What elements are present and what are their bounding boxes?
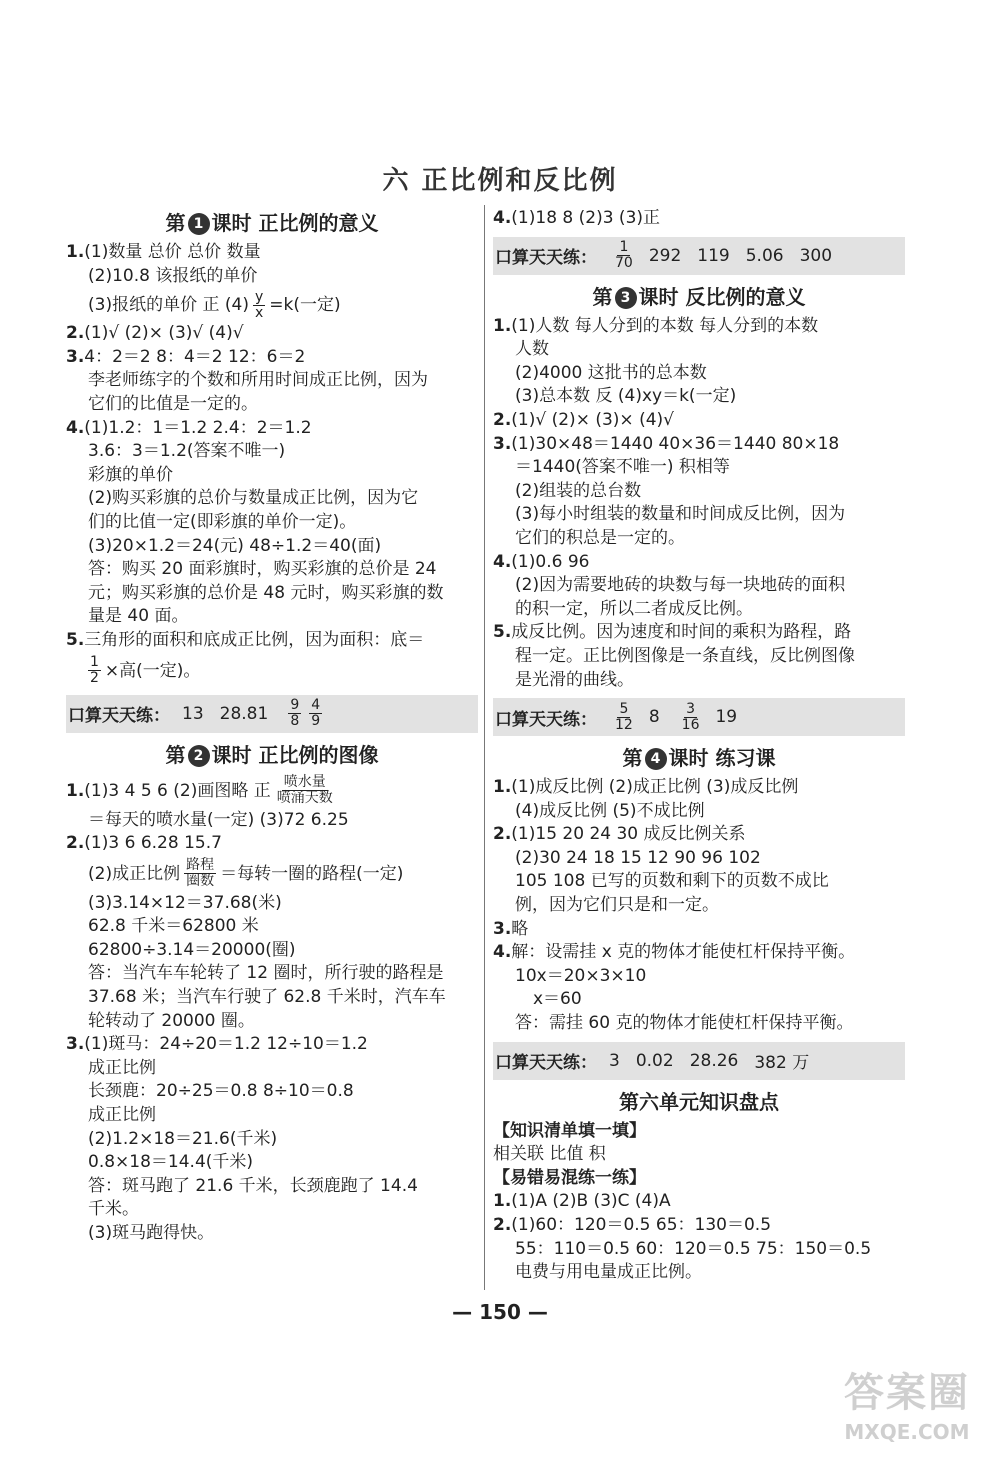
answer-4-line-i: 量是 40 面。 (88, 606, 189, 627)
left-column (66, 205, 478, 1246)
answer-text: =k(一定) (269, 295, 341, 316)
denominator: 16 (681, 716, 700, 733)
item-number: 3. (493, 433, 512, 454)
right-column (493, 205, 905, 1285)
l2-answer-1-line-a (66, 773, 478, 809)
l4-answer-4-line-c: x＝60 (533, 989, 582, 1010)
answer-text: (1)A (2)B (3)C (4)A (511, 1191, 671, 1212)
lesson-number-badge: 4 (645, 748, 667, 770)
l2-answer-2-line-c: (3)3.14×12＝37.68(米) (88, 892, 282, 913)
l2-answer-2-line-g: 37.68 米；当汽车行驶了 62.8 千米时，汽车车 (88, 987, 446, 1008)
band-value: 13 (182, 703, 204, 724)
review-section-1-answers: 相关联 比值 积 (493, 1144, 606, 1165)
band-value: 8 (648, 707, 660, 728)
denominator: 70 (615, 255, 633, 272)
l4-answer-4-line-d: 答：需挂 60 克的物体才能使杠杆保持平衡。 (515, 1013, 854, 1034)
item-number: 1. (66, 780, 85, 801)
answer-1-line-c (66, 288, 478, 322)
review-answer-2-line-b: 55：110＝0.5 60：120＝0.5 75：150＝0.5 (515, 1238, 872, 1259)
lesson-prefix: 第 (622, 746, 643, 771)
lesson-number-badge: 2 (188, 745, 210, 767)
answer-text: ×高(一定)。 (104, 660, 201, 681)
l2-answer-3-line-i: (3)斑马跑得快。 (88, 1223, 215, 1243)
watermark-url: MXQE.COM (844, 1420, 970, 1444)
denominator: 圈数 (186, 873, 215, 890)
band-value: 5.06 (745, 245, 784, 266)
answer-2-line (66, 322, 478, 346)
l2-answer-2-line-h: 轮转动了 20000 圈。 (88, 1010, 255, 1031)
answer-text: (1)√ (2)× (3)× (4)√ (511, 409, 674, 430)
lesson-4-heading (493, 742, 905, 774)
lesson-1-heading (66, 207, 478, 239)
l4-answer-2-line-b: (2)30 24 18 15 12 90 96 102 (515, 847, 761, 868)
l2-answer-3-line-c: 长颈鹿：20÷25＝0.8 8÷10＝0.8 (88, 1081, 354, 1102)
l3-answer-1-line-c: (2)4000 这批书的总本数 (515, 362, 707, 383)
band-value: 19 (715, 707, 738, 728)
l3-answer-4-line-b: (2)因为需要地砖的块数与每一块地砖的面积 (515, 575, 846, 596)
answer-text: (1)1.2：1＝1.2 2.4：2＝1.2 (84, 417, 312, 438)
lesson-title: 课时 正比例的意义 (211, 211, 379, 235)
answer-3-line-a (66, 346, 478, 370)
page-number: — 150 — (452, 1300, 548, 1324)
band-label: 口算天天练： (495, 248, 597, 269)
l2-answer-3-line-e: (2)1.2×18＝21.6(千米) (88, 1128, 278, 1149)
answer-text: (1)0.6 96 (511, 551, 590, 572)
l4-answer-2-line-c: 105 108 已写的页数和剩下的页数不成比 (515, 871, 829, 892)
answer-4-line-g: 答：购买 20 面彩旗时，购买彩旗的总价是 24 (88, 559, 437, 580)
l2-answer-3-line-a (66, 1033, 478, 1057)
band-value: 382 万 (754, 1053, 810, 1074)
item-number: 2. (493, 824, 512, 845)
answer-text: (1)数量 总价 总价 数量 (84, 242, 261, 262)
l2-answer-3-line-h: 千米。 (88, 1199, 139, 1220)
answer-text: 略 (511, 918, 529, 939)
l2-answer-3-line-g: 答：斑马跑了 21.6 千米，长颈鹿跑了 14.4 (88, 1175, 418, 1196)
l2-answer-3-line-d: 成正比例 (88, 1105, 156, 1126)
review-answer-2-line-c: 电费与用电量成正比例。 (515, 1262, 702, 1283)
item-number: 1. (66, 242, 85, 262)
unit-review-heading: 第六单元知识盘点 (619, 1089, 779, 1114)
answer-4-line-b: 3.6：3＝1.2(答案不唯一) (88, 441, 286, 462)
lesson-prefix: 第 (165, 211, 186, 235)
answer-text: (1)斑马：24÷20＝1.2 12÷10＝1.2 (84, 1034, 368, 1055)
numerator: 路程 (186, 857, 215, 874)
item-number: 2. (493, 409, 512, 430)
fraction (680, 702, 702, 733)
answer-4-line-f: (3)20×1.2＝24(元) 48÷1.2＝40(面) (88, 535, 382, 556)
watermark-logo (822, 1368, 992, 1463)
l4-answer-2-line-d: 例，因为它们只是和一定。 (515, 895, 719, 916)
fraction (275, 775, 335, 806)
answer-text: 4：2＝2 8：4＝2 12：6＝2 (84, 346, 306, 367)
item-number: 5. (66, 629, 85, 650)
l3-answer-1-line-d: (3)总本数 反 (4)xy＝k(一定) (515, 386, 737, 407)
answer-text: (1)3 6 6.28 15.7 (84, 833, 222, 854)
mental-math-band-2 (493, 237, 905, 275)
answer-4-line-h: 元；购买彩旗的总价是 48 元时，购买彩旗的数 (88, 582, 444, 603)
band-value: 28.81 (219, 703, 269, 724)
lesson-number-badge: 3 (615, 287, 637, 309)
answer-text: (1)30×48＝1440 40×36＝1440 80×18 (511, 433, 840, 454)
mental-math-band-1 (66, 695, 478, 733)
numerator: y (254, 288, 264, 305)
l2-answer-2-line-b (66, 856, 478, 892)
l1-answer-4-line (493, 207, 905, 231)
fraction (613, 702, 635, 733)
answer-text: (1)18 8 (2)3 (3)正 (511, 208, 661, 228)
numerator: 喷水量 (283, 774, 326, 790)
column-divider (484, 205, 485, 1290)
answer-1-line-b: (2)10.8 该报纸的单价 (88, 265, 258, 286)
lesson-title: 课时 正比例的图像 (211, 742, 379, 767)
answer-text: 成反比例。因为速度和时间的乘积为路程，路 (511, 622, 852, 643)
answer-text: (1)人数 每人分到的本数 每人分到的本数 (511, 315, 819, 336)
answer-3-line-b: 李老师练字的个数和所用时间成正比例，因为 (88, 370, 428, 391)
l4-answer-4-line-a (493, 941, 905, 965)
l2-answer-2-line-f: 答：当汽车车轮转了 12 圈时，所行驶的路程是 (88, 963, 444, 984)
l3-answer-4-line-a (493, 551, 905, 575)
answer-4-line-d: (2)购买彩旗的总价与数量成正比例，因为它 (88, 488, 419, 509)
l2-answer-2-line-a (66, 832, 478, 856)
fraction (613, 240, 635, 271)
l3-answer-1-line-a (493, 315, 905, 339)
denominator: x (254, 304, 264, 321)
l4-answer-1-line-a (493, 776, 905, 800)
mental-math-band-4 (493, 1042, 905, 1080)
item-number: 4. (66, 417, 85, 438)
l4-answer-3-line (493, 918, 905, 942)
numerator: 3 (686, 700, 696, 717)
lesson-title: 课时 反比例的意义 (638, 284, 806, 309)
item-number: 2. (66, 323, 85, 344)
l3-answer-3-line-d: (3)每小时组装的数量和时间成反比例，因为 (515, 504, 846, 525)
l3-answer-5-line-c: 是光滑的曲线。 (515, 669, 634, 690)
denominator: 2 (90, 670, 99, 686)
item-number: 4. (493, 942, 512, 963)
denominator: 喷涌天数 (276, 790, 333, 806)
answer-text: (1)√ (2)× (3)√ (4)√ (84, 323, 244, 344)
item-number: 1. (493, 315, 512, 336)
l2-answer-3-line-f: 0.8×18＝14.4(千米) (88, 1152, 254, 1173)
answer-4-line-e: 们的比值一定(即彩旗的单价一定)。 (88, 511, 357, 532)
answer-text: (1)成反比例 (2)成正比例 (3)成反比例 (511, 777, 799, 798)
band-label: 口算天天练： (495, 709, 597, 730)
answer-3-line-c: 它们的比值是一定的。 (88, 393, 258, 414)
l2-answer-1-line-b: ＝每天的喷水量(一定) (3)72 6.25 (88, 809, 349, 830)
review-section-2-label: 【易错易混练一练】 (493, 1167, 646, 1188)
item-number: 2. (493, 1215, 512, 1235)
item-number: 2. (66, 833, 85, 854)
fraction (88, 655, 101, 686)
fraction (288, 698, 301, 729)
lesson-number-badge: 1 (188, 213, 210, 235)
l3-answer-5-line-a (493, 621, 905, 645)
l3-answer-3-line-b: ＝1440(答案不唯一) 积相等 (515, 457, 730, 478)
chapter-title: 六 正比例和反比例 (382, 166, 618, 196)
answer-1-line-a (66, 241, 478, 265)
answer-4-line-c: 彩旗的单价 (88, 464, 173, 485)
mental-math-band-3 (493, 698, 905, 736)
denominator: 8 (290, 713, 300, 729)
lesson-title: 课时 练习课 (668, 746, 776, 771)
answer-text: 解：设需挂 x 克的物体才能使杠杆保持平衡。 (511, 942, 856, 963)
item-number: 4. (493, 551, 512, 572)
l3-answer-2-line (493, 409, 905, 433)
l4-answer-4-line-b: 10x＝20×3×10 (515, 965, 647, 986)
numerator: 5 (619, 700, 629, 717)
item-number: 3. (493, 918, 512, 939)
l2-answer-2-line-d: 62.8 千米＝62800 米 (88, 916, 259, 937)
lesson-2-heading (66, 739, 478, 771)
numerator: 4 (311, 697, 321, 713)
band-label: 口算天天练： (68, 706, 170, 726)
item-number: 4. (493, 208, 512, 228)
answer-text: (3)报纸的单价 正 (4) (88, 295, 249, 316)
l3-answer-3-line-e: 它们的积总是一定的。 (515, 527, 685, 548)
lesson-prefix: 第 (165, 742, 186, 767)
answer-text: ＝每转一圈的路程(一定) (220, 863, 404, 884)
l3-answer-3-line-a (493, 433, 905, 457)
band-value: 300 (799, 245, 833, 266)
fraction (309, 698, 322, 729)
l4-answer-1-line-b: (4)成反比例 (5)不成比例 (515, 800, 705, 821)
lesson-3-heading (493, 281, 905, 313)
item-number: 3. (66, 1034, 85, 1055)
denominator: 12 (615, 716, 633, 733)
l3-answer-1-line-b: 人数 (515, 339, 549, 360)
numerator: 1 (90, 654, 99, 670)
band-value: 28.26 (689, 1050, 739, 1071)
answer-text: (1)3 4 5 6 (2)画图略 正 (84, 780, 271, 801)
l2-answer-3-line-b: 成正比例 (88, 1057, 156, 1078)
l3-answer-4-line-c: 的积一定，所以二者成反比例。 (515, 598, 753, 619)
fraction (253, 290, 265, 321)
review-answer-1-line (493, 1190, 905, 1214)
band-value: 119 (697, 245, 730, 266)
review-answer-2-line-a (493, 1214, 905, 1238)
l2-answer-2-line-e: 62800÷3.14＝20000(圈) (88, 939, 296, 960)
item-number: 1. (493, 777, 512, 798)
answer-text: 三角形的面积和底成正比例，因为面积：底＝ (84, 629, 425, 650)
numerator: 1 (619, 239, 629, 256)
answer-4-line-a (66, 417, 478, 441)
band-value: 3 (609, 1050, 620, 1071)
l3-answer-3-line-c: (2)组装的总台数 (515, 480, 642, 501)
watermark-text: 答案圈 (844, 1370, 970, 1416)
answer-5-line-b (66, 653, 478, 689)
answer-5-line-a (66, 629, 478, 653)
item-number: 3. (66, 346, 85, 367)
l4-answer-2-line-a (493, 823, 905, 847)
numerator: 9 (290, 697, 300, 713)
band-label: 口算天天练： (495, 1053, 597, 1074)
band-value: 292 (648, 245, 682, 266)
denominator: 9 (311, 713, 321, 729)
review-section-1-label: 【知识清单填一填】 (493, 1120, 646, 1141)
l3-answer-5-line-b: 程一定。正比例图像是一条直线，反比例图像 (515, 645, 855, 666)
item-number: 5. (493, 622, 512, 643)
answer-text: (1)60：120＝0.5 65：130＝0.5 (511, 1215, 772, 1235)
item-number: 1. (493, 1191, 512, 1212)
answer-text: (1)15 20 24 30 成反比例关系 (511, 824, 746, 845)
band-value: 0.02 (635, 1050, 674, 1071)
answer-text: (2)成正比例 (88, 863, 181, 884)
fraction (184, 858, 216, 889)
lesson-prefix: 第 (592, 284, 613, 309)
